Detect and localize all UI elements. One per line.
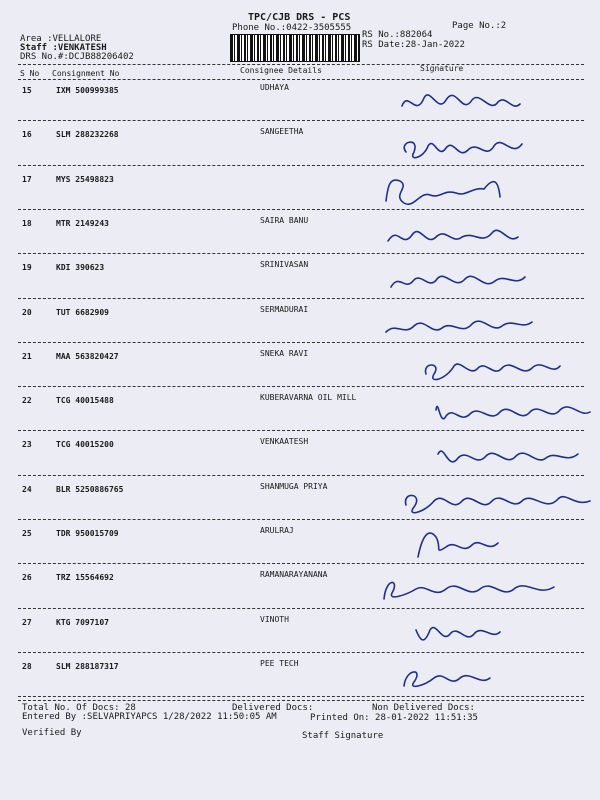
handwritten-signature <box>382 300 582 344</box>
row-sno: 23 <box>22 440 32 449</box>
row-divider <box>18 342 584 343</box>
verified-by: Verified By <box>22 728 82 738</box>
row-consignee: VINOTH <box>260 615 289 624</box>
row-consignee: SERMADURAI <box>260 305 309 314</box>
row-consignment: IXM 500999385 <box>56 86 119 95</box>
row-sno: 19 <box>22 263 32 272</box>
col-signature: Signature <box>420 64 464 73</box>
row-divider <box>18 253 584 254</box>
row-consignment: BLR 5250886765 <box>56 485 124 494</box>
staff-label: Staff :VENKATESH <box>20 43 107 53</box>
row-divider <box>18 430 584 431</box>
row-consignee: SAIRA BANU <box>260 216 309 225</box>
handwritten-signature <box>378 565 578 609</box>
row-sno: 18 <box>22 219 32 228</box>
row-sno: 15 <box>22 86 32 95</box>
row-consignment: MTR 2149243 <box>56 219 109 228</box>
row-divider <box>18 165 584 166</box>
row-divider <box>18 608 584 609</box>
row-consignment: SLM 288187317 <box>56 662 119 671</box>
handwritten-signature <box>400 477 600 521</box>
total-docs: Total No. Of Docs: 28 <box>22 703 136 713</box>
row-sno: 27 <box>22 618 32 627</box>
col-consignment: Consignment No <box>52 69 120 78</box>
barcode <box>230 34 360 62</box>
row-consignee: UDHAYA <box>260 83 289 92</box>
row-consignment: MYS 25498823 <box>56 175 114 184</box>
handwritten-signature <box>382 211 582 255</box>
handwritten-signature <box>410 610 600 654</box>
rs-number: RS No.:882064 <box>362 30 433 40</box>
area-label: Area :VELLALORE <box>20 34 102 44</box>
row-consignee: SHANMUGA PRIYA <box>260 482 328 491</box>
col-consignee: Consignee Details <box>240 66 322 75</box>
rs-date: RS Date:28-Jan-2022 <box>362 40 465 50</box>
row-consignment: MAA 563820427 <box>56 352 119 361</box>
row-sno: 25 <box>22 529 32 538</box>
row-consignee: SNEKA RAVI <box>260 349 309 358</box>
delivered-docs: Delivered Docs: <box>232 703 314 713</box>
staff-signature: Staff Signature <box>302 731 384 741</box>
col-sno: S No <box>20 69 40 78</box>
row-sno: 21 <box>22 352 32 361</box>
printed-on: Printed On: 28-01-2022 11:51:35 <box>310 713 478 723</box>
row-consignee: ARULRAJ <box>260 526 294 535</box>
page-number: Page No.:2 <box>452 21 507 31</box>
handwritten-signature <box>380 167 580 211</box>
row-consignee: RAMANARAYANANA <box>260 570 328 579</box>
row-divider <box>18 298 584 299</box>
handwritten-signature <box>398 654 598 698</box>
row-consignee: KUBERAVARNA OIL MILL <box>260 393 357 402</box>
row-divider <box>18 563 584 564</box>
row-consignment: TUT 6682909 <box>56 308 109 317</box>
row-consignment: KDI 390623 <box>56 263 105 272</box>
row-consignment: KTG 7097107 <box>56 618 109 627</box>
row-divider <box>18 696 584 697</box>
row-sno: 16 <box>22 130 32 139</box>
row-consignment: SLM 288232268 <box>56 130 119 139</box>
row-consignee: PEE TECH <box>260 659 299 668</box>
non-delivered-docs: Non Delivered Docs: <box>372 703 475 713</box>
handwritten-signature <box>432 432 600 476</box>
header-divider <box>18 64 584 65</box>
row-sno: 22 <box>22 396 32 405</box>
row-consignee: SRINIVASAN <box>260 260 309 269</box>
row-consignment: TCG 40015200 <box>56 440 114 449</box>
row-sno: 28 <box>22 662 32 671</box>
row-divider <box>18 209 584 210</box>
row-consignment: TRZ 15564692 <box>56 573 114 582</box>
entered-by: Entered By :SELVAPRIYAPCS 1/28/2022 11:50:05 AM <box>22 712 277 722</box>
row-consignment: TCG 40015488 <box>56 396 114 405</box>
footer-divider <box>18 700 584 701</box>
row-sno: 24 <box>22 485 32 494</box>
row-divider <box>18 386 584 387</box>
handwritten-signature <box>385 255 585 299</box>
row-consignee: VENKAATESH <box>260 437 309 446</box>
row-sno: 26 <box>22 573 32 582</box>
row-divider <box>18 475 584 476</box>
row-sno: 17 <box>22 175 32 184</box>
drs-number: DRS No.#:DCJB88206402 <box>20 52 134 62</box>
report-title: TPC/CJB DRS - PCS <box>248 12 351 23</box>
handwritten-signature <box>430 388 600 432</box>
row-divider <box>18 120 584 121</box>
phone-number: Phone No.:0422-3505555 <box>232 23 352 33</box>
row-consignee: SANGEETHA <box>260 127 304 136</box>
row-divider <box>18 519 584 520</box>
handwritten-signature <box>420 344 600 388</box>
row-consignment: TDR 950015709 <box>56 529 119 538</box>
row-sno: 20 <box>22 308 32 317</box>
handwritten-signature <box>398 122 598 166</box>
handwritten-signature <box>398 78 598 122</box>
handwritten-signature <box>410 521 600 565</box>
row-divider <box>18 652 584 653</box>
